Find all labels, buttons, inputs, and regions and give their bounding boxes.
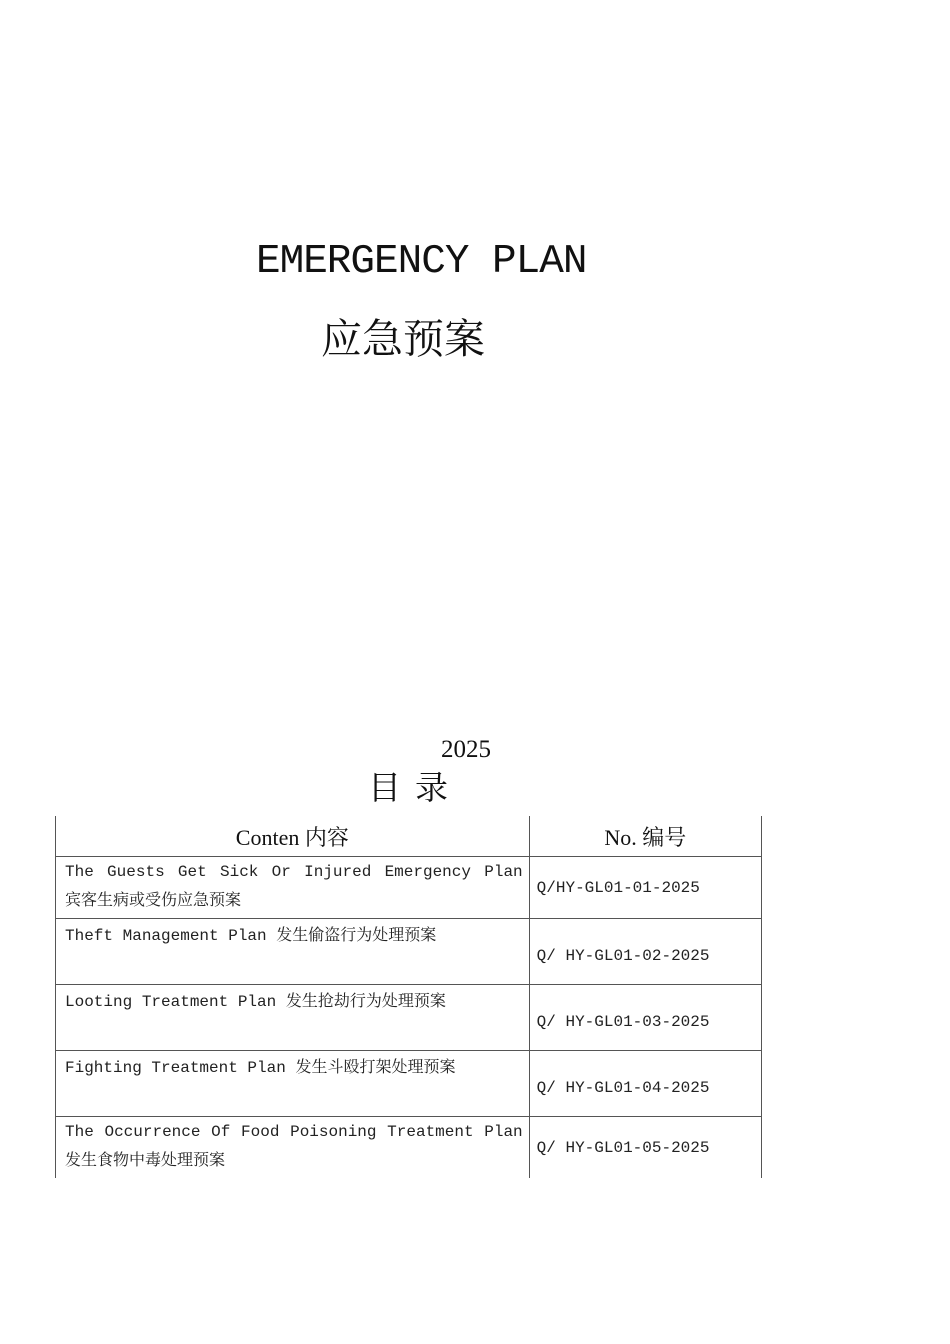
title-chinese: 应急预案 [321,315,485,363]
document-year: 2025 [441,736,491,763]
table-row [56,1051,762,1117]
header-content: Conten 内容 [56,816,530,857]
toc-heading: 目录 [368,768,462,807]
toc-item-content [56,919,530,985]
table-row [56,985,762,1051]
toc-item-en: Looting Treatment Plan [65,993,277,1011]
toc-item-cn: 发生抢劫行为处理预案 [285,991,446,1010]
toc-item-number: Q/ HY-GL01-03-2025 [529,985,761,1051]
toc-item-number: Q/ HY-GL01-02-2025 [529,919,761,985]
toc-item-en: The Occurrence Of Food Poisoning Treatment Plan [65,1123,523,1141]
toc-item-content [56,1051,530,1117]
toc-item-content [56,985,530,1051]
title-english: EMERGENCY PLAN [256,239,587,285]
toc-item-content [56,1117,530,1179]
toc-header-row [56,816,762,857]
toc-item-cn: 发生食物中毒处理预案 [65,1150,226,1169]
header-number: No. 编号 [529,816,761,857]
toc-item-number: Q/ HY-GL01-04-2025 [529,1051,761,1117]
table-row [56,1117,762,1179]
toc-item-number: Q/HY-GL01-01-2025 [529,857,761,919]
toc-item-cn: 宾客生病或受伤应急预案 [65,890,242,909]
toc-item-en: Fighting Treatment Plan [65,1059,286,1077]
table-row [56,919,762,985]
toc-table [55,816,762,1178]
toc-item-content [56,857,530,919]
toc-item-cn: 发生斗殴打架处理预案 [295,1057,456,1076]
table-row [56,857,762,919]
toc-item-en: Theft Management Plan [65,927,267,945]
toc-item-en: The Guests Get Sick Or Injured Emergency Plan [65,863,523,881]
toc-item-number: Q/ HY-GL01-05-2025 [529,1117,761,1179]
toc-item-cn: 发生偷盗行为处理预案 [276,925,437,944]
